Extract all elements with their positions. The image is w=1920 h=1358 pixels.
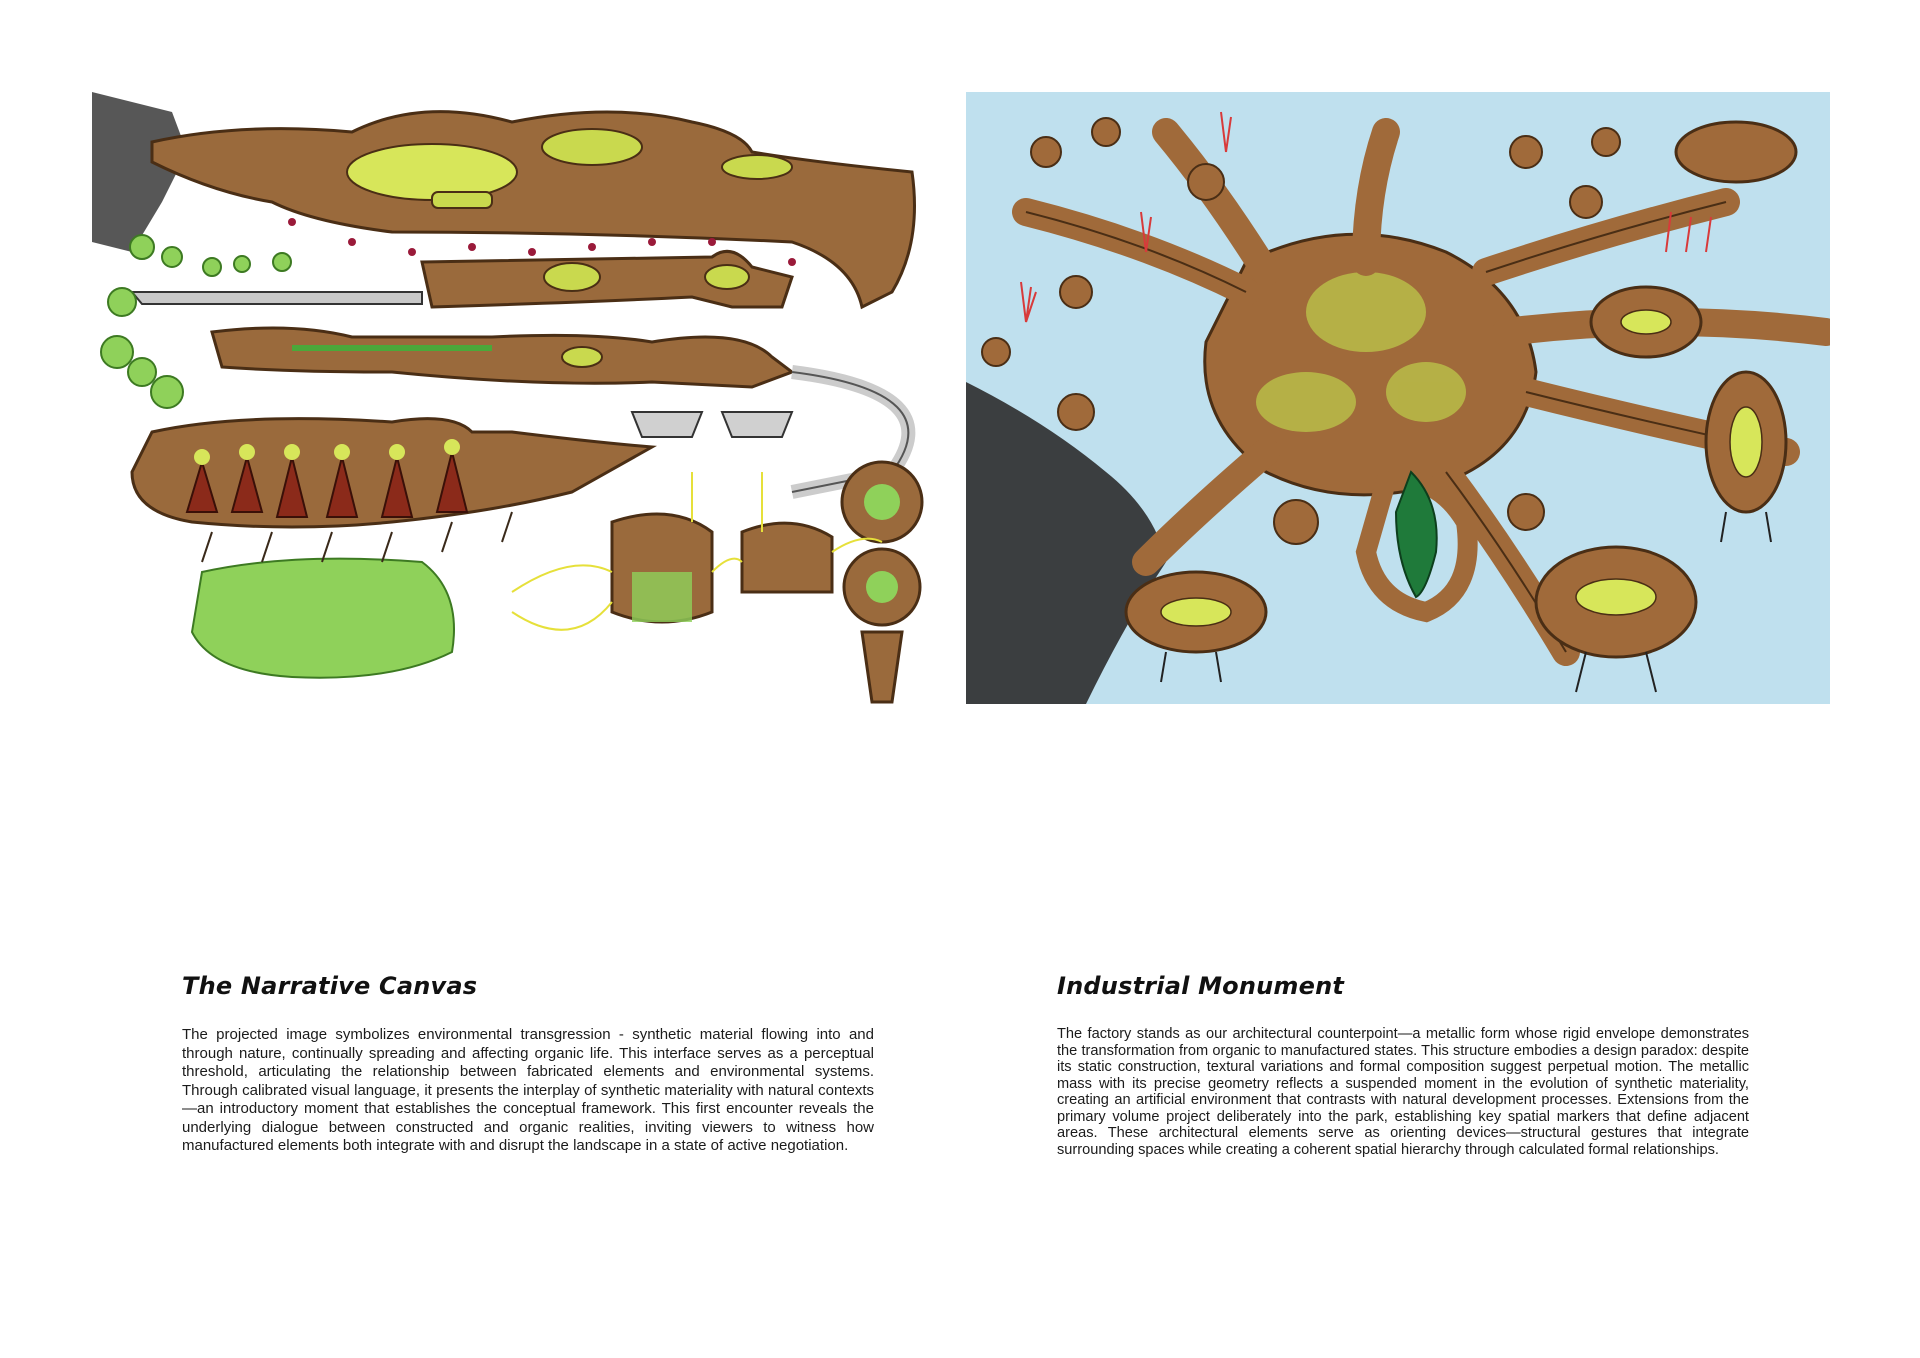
section-body: The factory stands as our architectural counterpoint—a metallic form whose rigid envelope demonstrates the transformation from organic to manufactured states. This structure embodies a design paradox: despite its static construction, textural variations and formal composition suggest perpetual motion. The metallic mass with its precise geometry reflects a suspended moment in the evolution of synthetic materiality, creating an artificial environment that contrasts with natural development processes. Extensions from the primary volume project deliberately into the park, establishing key spatial markers that define adjacent areas. These architectural elements serve as orienting devices—structural gestures that integrate surrounding spaces while creating a coherent spatial hierarchy through calculated formal relationships. (1057, 1026, 1749, 1158)
section-body: The projected image symbolizes environmental transgression - synthetic material flowing into and through nature, continually spreading and affecting organic life. This interface serves as a perceptual threshold, articulating the relationship between fabricated elements and environmental systems. Through calibrated visual language, it presents the interplay of synthetic materiality with natural contexts—an introductory moment that establishes the conceptual framework. This first encounter reveals the underlying dialogue between constructed and organic realities, inviting viewers to witness how manufactured elements both integrate with and disrupt the landscape in a state of active negotiation. (182, 1026, 874, 1154)
industrial-monument-drawing (966, 92, 1830, 704)
section-industrial-monument (1057, 972, 1749, 1158)
section-title: Industrial Monument (1057, 972, 1345, 1000)
narrative-canvas-drawing (92, 92, 947, 704)
section-title: The Narrative Canvas (182, 972, 478, 1000)
illustration-industrial-monument (966, 92, 1830, 704)
section-narrative-canvas (182, 972, 874, 1156)
illustration-narrative-canvas (92, 92, 947, 704)
